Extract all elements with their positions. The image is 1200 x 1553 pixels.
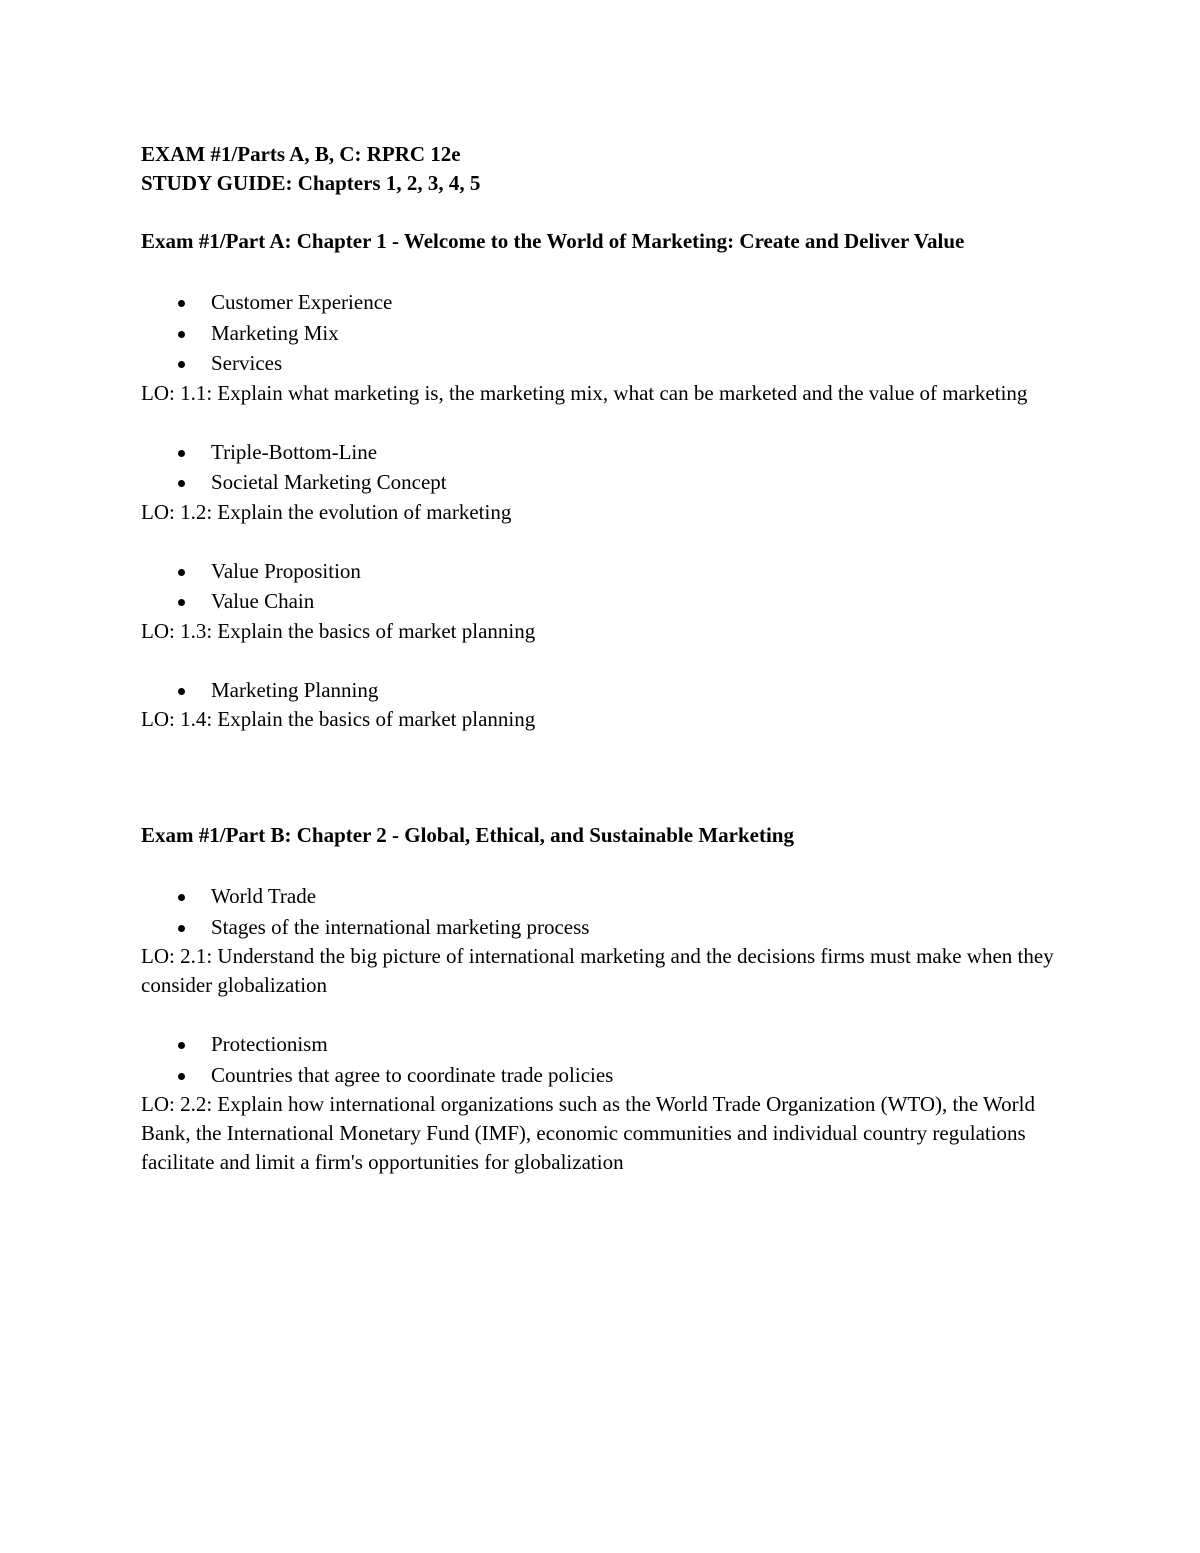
part-b-section [141, 821, 1061, 1177]
bullet-icon [178, 300, 185, 307]
bullet-icon [178, 599, 185, 606]
bullet-list [141, 675, 1061, 706]
bullet-icon [178, 361, 185, 368]
part-b-group-2 [141, 1029, 1061, 1177]
list-item: Stages of the international marketing process [141, 912, 1061, 943]
bullet-list [141, 437, 1061, 498]
list-item: Protectionism [141, 1029, 1061, 1060]
document-page [141, 140, 1061, 1177]
list-item: Countries that agree to coordinate trade policies [141, 1060, 1061, 1091]
learning-objective: LO: 1.1: Explain what marketing is, the marketing mix, what can be marketed and the value of marketing [141, 380, 1028, 405]
learning-objective: LO: 2.1: Understand the big picture of international marketing and the decisions firms must make when they consider globalization [141, 944, 1054, 997]
list-item: World Trade [141, 881, 1061, 912]
bullet-list [141, 1029, 1061, 1090]
part-a-heading: Exam #1/Part A: Chapter 1 - Welcome to the World of Marketing: Create and Deliver Value [141, 229, 965, 253]
learning-objective: LO: 2.2: Explain how international organizations such as the World Trade Organization (WTO), the World Bank, the International Monetary Fund (IMF), economic communities and individual country regulations facilitate and limit a firm's opportunities for globalization [141, 1092, 1036, 1174]
bullet-icon [178, 1042, 185, 1049]
list-item: Customer Experience [141, 287, 1061, 318]
learning-objective: LO: 1.4: Explain the basics of market planning [141, 707, 536, 731]
bullet-icon [178, 925, 185, 932]
part-a-group-3 [141, 556, 1061, 646]
bullet-list [141, 556, 1061, 617]
part-a-group-1 [141, 287, 1061, 408]
bullet-list [141, 287, 1061, 379]
bullet-icon [178, 894, 185, 901]
bullet-icon [178, 569, 185, 576]
list-item: Services [141, 348, 1061, 379]
part-b-group-1 [141, 881, 1061, 1000]
bullet-icon [178, 480, 185, 487]
part-a-group-4 [141, 675, 1061, 735]
list-item: Societal Marketing Concept [141, 467, 1061, 498]
part-b-heading: Exam #1/Part B: Chapter 2 - Global, Ethical, and Sustainable Marketing [141, 823, 794, 847]
list-item: Triple-Bottom-Line [141, 437, 1061, 468]
part-a-group-2 [141, 437, 1061, 527]
list-item: Marketing Mix [141, 318, 1061, 349]
learning-objective: LO: 1.2: Explain the evolution of marketing [141, 499, 512, 524]
bullet-icon [178, 331, 185, 338]
bullet-icon [178, 688, 185, 695]
part-a-section [141, 227, 1061, 734]
bullet-icon [178, 450, 185, 457]
study-guide-title: STUDY GUIDE: Chapters 1, 2, 3, 4, 5 [141, 171, 481, 195]
bullet-icon [178, 1073, 185, 1080]
bullet-list [141, 881, 1061, 942]
learning-objective: LO: 1.3: Explain the basics of market planning [141, 618, 536, 643]
list-item: Value Proposition [141, 556, 1061, 587]
list-item: Value Chain [141, 586, 1061, 617]
list-item: Marketing Planning [141, 675, 1061, 706]
exam-title: EXAM #1/Parts A, B, C: RPRC 12e [141, 142, 461, 166]
